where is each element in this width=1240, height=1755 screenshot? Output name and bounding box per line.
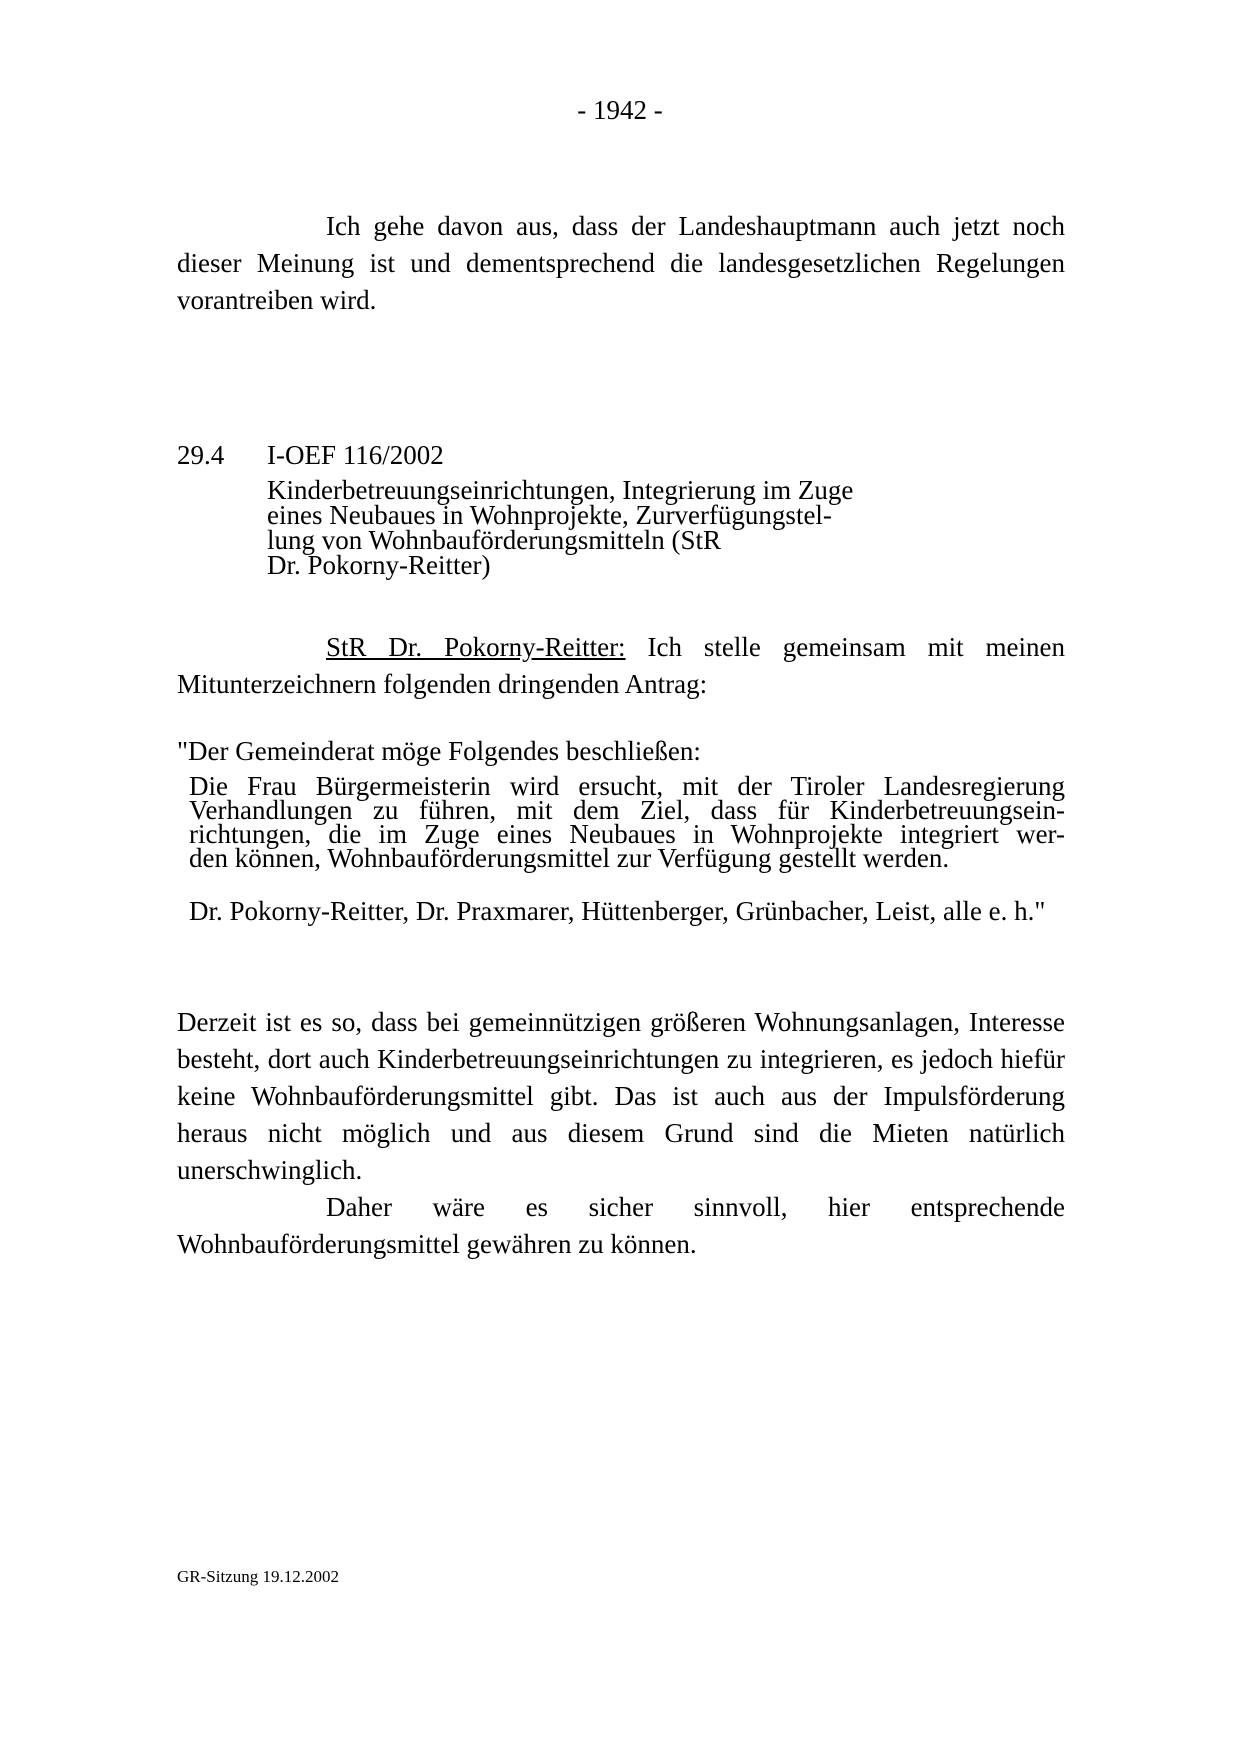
agenda-item-number: 29.4 — [177, 440, 225, 470]
motion-line: Verhandlungen zu führen, mit dem Ziel, dass für Kinderbetreuungsein- — [189, 795, 1065, 825]
motion-line: den können, Wohnbauförderungsmittel zur Verfügung gestellt werden. — [189, 843, 950, 873]
speaker-name: StR Dr. Pokorny-Reitter: — [326, 632, 626, 662]
closing-text: Daher wäre es sicher sinnvoll, hier entsprechende Wohnbauförderungsmittel gewähren zu können. — [177, 1192, 1065, 1259]
agenda-item-title — [267, 475, 927, 580]
intro-paragraph — [177, 208, 1065, 319]
agenda-item-title-line: lung von Wohnbauförderungsmitteln (StR — [267, 525, 722, 555]
closing-paragraph — [177, 1189, 1065, 1263]
speech-text: Ich stelle gemeinsam mit meinen Mitunterzeichnern folgenden dringenden Antrag: — [177, 632, 1065, 699]
page-footer: GR-Sitzung 19.12.2002 — [177, 1567, 339, 1586]
motion-line: richtungen, die im Zuge eines Neubaues in Wohnprojekte integriert wer- — [189, 819, 1065, 849]
agenda-item-title-line: eines Neubaues in Wohnprojekte, Zurverfügungstel- — [267, 500, 832, 530]
agenda-item-reference: I-OEF 116/2002 — [267, 440, 444, 470]
motion-line: Die Frau Bürgermeisterin wird ersucht, mit der Tiroler Landesregierung — [189, 771, 1065, 801]
speech-paragraph — [177, 629, 1065, 703]
motion-signatories: Dr. Pokorny-Reitter, Dr. Praxmarer, Hüttenberger, Grünbacher, Leist, alle e. h." — [189, 896, 1046, 926]
current-situation-text: Derzeit ist es so, dass bei gemeinnützigen größeren Wohnungsanlagen, Interesse besteht, dort auch Kinderbetreuungseinrichtungen zu integrieren, es jedoch hiefür keine Wohnbauförderungsmittel gibt. Das ist auch aus der Impulsförderung heraus nicht möglich und aus diesem Grund sind die Mieten natürlich unerschwinglich. — [177, 1007, 1065, 1185]
agenda-item-title-line: Kinderbetreuungseinrichtungen, Integrierung im Zuge — [267, 475, 854, 505]
current-situation-paragraph — [177, 1004, 1065, 1189]
motion-text — [189, 771, 1065, 873]
intro-paragraph-text: Ich gehe davon aus, dass der Landeshauptmann auch jetzt noch dieser Meinung ist und dementsprechend die landesgesetzlichen Regelungen vorantreiben wird. — [177, 211, 1065, 315]
page-number: - 1942 - — [577, 95, 663, 125]
agenda-item-title-line: Dr. Pokorny-Reitter) — [267, 550, 491, 580]
motion-intro: "Der Gemeinderat möge Folgendes beschließen: — [177, 736, 701, 766]
agenda-item-header — [177, 437, 444, 474]
